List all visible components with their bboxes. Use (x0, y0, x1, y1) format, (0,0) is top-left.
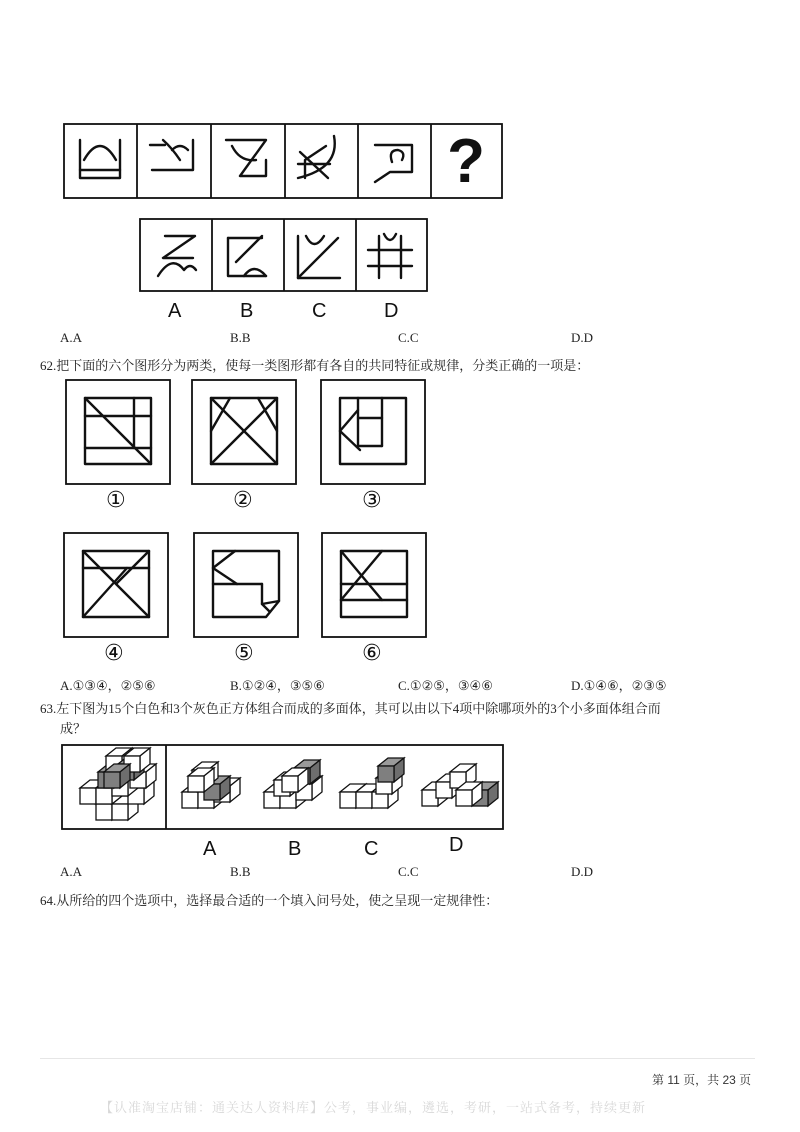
q61-sequence-row (64, 124, 502, 198)
q61-seq-fig-3 (226, 140, 266, 176)
q61-option-b-figure (228, 236, 266, 276)
q63-answer-d[interactable]: D.D (571, 864, 594, 879)
q61-label-c: C (312, 300, 327, 322)
footer-divider (40, 1058, 755, 1059)
q62-fig-3-label: ③ (362, 488, 382, 513)
q61-seq-fig-5 (375, 145, 412, 182)
q61-seq-fig-1 (80, 140, 120, 178)
q64-stem: 64.从所给的四个选项中，选择最合适的一个填入问号处，使之呈现一定规律性： (40, 893, 499, 908)
q63-answer-b[interactable]: B.B (230, 864, 251, 879)
q61-option-c-figure (298, 236, 340, 278)
q63-figure (0, 738, 800, 838)
q61-option-d-figure (368, 234, 412, 278)
q61-options-row (140, 219, 427, 291)
q62-stem: 62.把下面的六个图形分为两类，使每一类图形都有各自的共同特征或规律，分类正确的一项是： (40, 358, 590, 373)
q61-seq-fig-4 (298, 136, 335, 178)
q61-seq-fig-2 (150, 140, 193, 170)
q63-main-polyhedron (80, 748, 156, 820)
q62-answer-d[interactable]: D.①④⑥，②③⑤ (571, 678, 667, 693)
q62-fig-5-label: ⑤ (234, 641, 254, 666)
page-number: 第 11 页，共 23 页 (652, 1073, 752, 1087)
q63-label-c: C (364, 838, 379, 860)
q62-fig-2 (192, 380, 296, 484)
q63-stem-line-1: 63.左下图为15个白色和3个灰色正方体组合而成的多面体，其可以由以下4项中除哪项外的3个小多面体组合而 (40, 701, 661, 716)
q61-option-a-figure (158, 236, 196, 276)
q63-label-d: D (449, 834, 464, 856)
q61-label-a: A (168, 300, 182, 322)
q62-answer-c[interactable]: C.①②⑤，③④⑥ (398, 678, 493, 693)
q61-answer-c[interactable]: C.C (398, 330, 419, 345)
q62-fig-1-label: ① (106, 488, 126, 513)
q61-answer-a[interactable]: A.A (60, 330, 83, 345)
q63-option-b-figure (264, 760, 322, 808)
q63-option-d-figure (422, 764, 498, 806)
q61-answer-b[interactable]: B.B (230, 330, 251, 345)
q63-option-c-figure (340, 758, 404, 808)
q62-fig-4 (64, 533, 168, 637)
q61-answer-d[interactable]: D.D (571, 330, 594, 345)
q62-fig-1 (66, 380, 170, 484)
q62-fig-2-label: ② (233, 488, 253, 513)
q61-label-b: B (240, 300, 254, 322)
watermark-text: 【认准淘宝店铺：通关达人资料库】公考，事业编，遴选，考研，一站式备考，持续更新 (100, 1101, 647, 1116)
q61-question-mark: ? (447, 127, 485, 196)
q62-fig-6-label: ⑥ (362, 641, 382, 666)
q62-fig-5 (194, 533, 298, 637)
q63-answer-c[interactable]: C.C (398, 864, 419, 879)
q62-fig-6 (322, 533, 426, 637)
q63-answer-a[interactable]: A.A (60, 864, 83, 879)
q61-label-d: D (384, 300, 399, 322)
q63-option-a-figure (182, 762, 240, 808)
q62-figures (0, 375, 800, 675)
q62-fig-4-label: ④ (104, 641, 124, 666)
q63-label-b: B (288, 838, 302, 860)
q62-answer-a[interactable]: A.①③④，②⑤⑥ (60, 678, 156, 693)
q62-fig-3 (321, 380, 425, 484)
q61-figure (0, 0, 800, 330)
q63-label-a: A (203, 838, 217, 860)
q62-answer-b[interactable]: B.①②④，③⑤⑥ (230, 678, 325, 693)
q63-stem-line-2: 成？ (60, 721, 87, 736)
